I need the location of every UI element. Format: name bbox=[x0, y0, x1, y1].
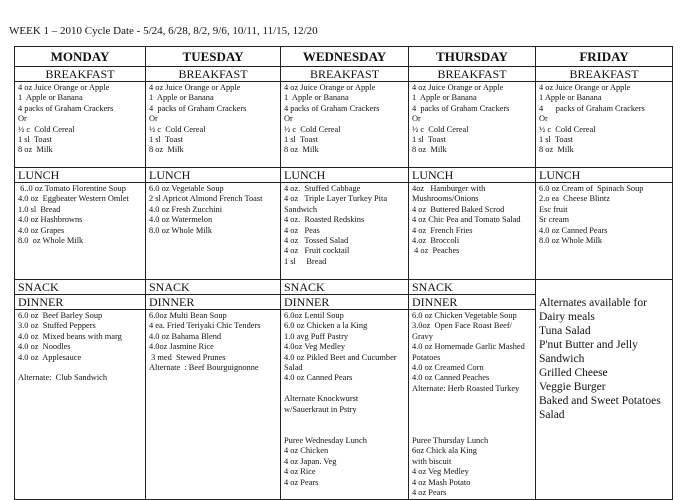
menu-item: 4 oz Pears bbox=[284, 477, 319, 487]
lunch-label: LUNCH bbox=[536, 168, 673, 183]
breakfast-label: BREAKFAST bbox=[146, 67, 281, 82]
menu-item: 1 sl Toast bbox=[284, 135, 318, 145]
menu-item: 1 Apple or Banana bbox=[149, 93, 214, 103]
menu-item: 6.0 oz Vegetable Soup bbox=[149, 184, 224, 193]
lunch-cell bbox=[536, 183, 673, 280]
menu-item: Salad bbox=[539, 409, 565, 421]
menu-item: 2 sl Apricot Almond French Toast bbox=[149, 194, 263, 204]
snack-label: SNACK bbox=[146, 280, 281, 295]
menu-item: 3.0 oz Stuffed Peppers bbox=[18, 321, 96, 331]
menu-item: ½ c Cold Cereal bbox=[18, 124, 75, 134]
dinner-cell bbox=[281, 310, 409, 500]
menu-item: 4 oz Chic Pea and Tomato Salad bbox=[412, 215, 521, 225]
menu-item: 6.0 oz Cream of Spinach Soup bbox=[539, 184, 644, 193]
menu-item: 4.0 oz Creamed Corn bbox=[412, 363, 484, 373]
menu-item: 1 Apple or Banana bbox=[539, 93, 602, 103]
day-header-thursday: THURSDAY bbox=[409, 47, 536, 67]
menu-item: 4.0oz Jasmine Rice bbox=[149, 342, 214, 352]
menu-item: 1 sl Toast bbox=[412, 135, 446, 145]
menu-item: ½ c Cold Cereal bbox=[539, 124, 596, 134]
dinner-cell bbox=[15, 310, 146, 500]
menu-item: 4 oz Mash Potato bbox=[412, 477, 471, 487]
menu-item: 4 packs of Graham Crackers bbox=[284, 103, 380, 113]
menu-item bbox=[412, 425, 532, 435]
lunch-cell bbox=[409, 183, 536, 280]
menu-item: Or bbox=[149, 114, 158, 124]
menu-item: 4.0oz Veg Medley bbox=[284, 342, 346, 352]
menu-item: Tuna Salad bbox=[539, 325, 591, 337]
menu-item: Or bbox=[412, 114, 421, 124]
breakfast-label: BREAKFAST bbox=[281, 67, 409, 82]
menu-item: 4 oz Japan. Veg bbox=[284, 456, 337, 466]
menu-item: Salad bbox=[284, 363, 303, 373]
menu-item: 6..0 oz Tomato Florentine Soup bbox=[18, 184, 126, 193]
menu-item: Sandwich bbox=[539, 353, 585, 365]
menu-item: 4 oz Triple Layer Turkey Pita bbox=[284, 194, 388, 204]
menu-item: 2.o ea Cheese Blintz bbox=[539, 194, 610, 204]
dinner-label: DINNER bbox=[281, 295, 409, 310]
menu-item: 4 oz Juice Orange or Apple bbox=[539, 83, 631, 92]
menu-item: 4.0 oz Homemade Garlic Mashed bbox=[412, 342, 525, 352]
menu-item: Mushrooms/Onions bbox=[412, 194, 479, 204]
menu-item: Baked and Sweet Potatoes bbox=[539, 395, 661, 407]
menu-item: with biscuit bbox=[412, 456, 452, 466]
menu-item: 4.0 oz Canned Peaches bbox=[412, 373, 490, 383]
menu-item: 8.0 oz Whole Milk bbox=[539, 236, 603, 246]
page-title: WEEK 1 – 2010 Cycle Date - 5/24, 6/28, 8/2, 9/6, 10/11, 11/15, 12/20 bbox=[9, 25, 318, 37]
menu-item: 4 oz Chicken bbox=[284, 446, 329, 456]
menu-item: 4.oz Broccoli bbox=[412, 236, 460, 246]
menu-item: Grilled Cheese bbox=[539, 367, 608, 379]
menu-item: Sr cream bbox=[539, 215, 569, 225]
menu-item: 4 oz Pears bbox=[412, 487, 447, 497]
lunch-label: LUNCH bbox=[281, 168, 409, 183]
breakfast-cell bbox=[15, 82, 146, 168]
menu-item: Puree Wednesday Lunch bbox=[284, 435, 367, 445]
breakfast-cell bbox=[409, 82, 536, 168]
menu-item: 6.0oz Multi Bean Soup bbox=[149, 311, 227, 320]
menu-item: 4.0 oz Noodles bbox=[18, 342, 71, 352]
snack-label: SNACK bbox=[409, 280, 536, 295]
menu-item: 4 oz Veg Medley bbox=[412, 467, 469, 477]
menu-item: 4 packs of Graham Crackers bbox=[539, 103, 645, 113]
menu-item: 4 oz Tossed Salad bbox=[284, 236, 349, 246]
friday-alternates-cell bbox=[536, 280, 673, 500]
menu-item: Alternate: Herb Roasted Turkey bbox=[412, 383, 520, 393]
menu-item: 8 oz Milk bbox=[149, 145, 184, 155]
menu-item: 4.0 oz Hashbrowns bbox=[18, 215, 83, 225]
menu-item: ½ c Cold Cereal bbox=[149, 124, 206, 134]
menu-item: 1 sl Toast bbox=[18, 135, 52, 145]
menu-item: Dairy meals bbox=[539, 311, 595, 323]
menu-item: 4.0 oz Grapes bbox=[18, 225, 65, 235]
menu-item: P'nut Butter and Jelly bbox=[539, 339, 638, 351]
menu-item: 4.0 oz Mixed beans with marg bbox=[18, 331, 122, 341]
menu-item: Or bbox=[539, 114, 548, 124]
menu-item: Puree Thursday Lunch bbox=[412, 435, 489, 445]
menu-item: 6.0 oz Chicken a la King bbox=[284, 321, 368, 331]
menu-item: 4 oz Buttered Baked Scrod bbox=[412, 204, 505, 214]
menu-item: 6oz Chick ala King bbox=[412, 446, 477, 456]
menu-item: 4 oz. Stuffed Cabbage bbox=[284, 184, 361, 193]
menu-item: Potatoes bbox=[412, 352, 441, 362]
menu-item: 1.0 sl Bread bbox=[18, 204, 61, 214]
menu-item: 4 oz. Roasted Redskins bbox=[284, 215, 365, 225]
menu-item: 4 oz Fruit cocktail bbox=[284, 246, 350, 256]
breakfast-cell bbox=[146, 82, 281, 168]
dinner-label: DINNER bbox=[15, 295, 146, 310]
menu-item: 1 Apple or Banana bbox=[284, 93, 349, 103]
day-header-friday: FRIDAY bbox=[536, 47, 673, 67]
menu-item: Alternate : Beef Bourguignonne bbox=[149, 363, 259, 373]
menu-item: 4.0 oz Watermelon bbox=[149, 215, 213, 225]
menu-item: 4 oz Rice bbox=[284, 467, 316, 477]
menu-item: 1 sl Toast bbox=[149, 135, 183, 145]
menu-item: Sandwich bbox=[284, 204, 318, 214]
menu-item: 8 oz Milk bbox=[18, 145, 53, 155]
menu-item: 4 ea. Fried Teriyaki Chic Tenders bbox=[149, 321, 261, 331]
day-header-monday: MONDAY bbox=[15, 47, 146, 67]
dinner-cell bbox=[409, 310, 536, 500]
snack-label: SNACK bbox=[15, 280, 146, 295]
lunch-label: LUNCH bbox=[146, 168, 281, 183]
menu-item: 6.0 oz Chicken Vegetable Soup bbox=[412, 311, 517, 320]
menu-item: 4 oz Juice Orange or Apple bbox=[18, 83, 110, 92]
day-header-wednesday: WEDNESDAY bbox=[281, 47, 409, 67]
lunch-cell bbox=[146, 183, 281, 280]
menu-item: 4.0 oz Eggbeater Western Omlet bbox=[18, 194, 129, 204]
menu-item bbox=[412, 405, 532, 415]
menu-item: 1.0 avg Puff Pastry bbox=[284, 331, 349, 341]
menu-item: Veggie Burger bbox=[539, 381, 606, 393]
menu-item: 4 packs of Graham Crackers bbox=[149, 103, 247, 113]
menu-item bbox=[412, 394, 532, 404]
lunch-cell bbox=[15, 183, 146, 280]
menu-item bbox=[284, 384, 405, 394]
menu-item: 1 sl Bread bbox=[284, 256, 327, 266]
menu-item: 4.0 oz Fresh Zucchini bbox=[149, 204, 223, 214]
menu-item bbox=[284, 425, 405, 435]
menu-item: 1 Apple or Banana bbox=[18, 93, 83, 103]
menu-item bbox=[18, 363, 142, 373]
menu-item: 4 packs of Graham Crackers bbox=[18, 103, 114, 113]
menu-item: 3 med Stewed Prunes bbox=[149, 352, 226, 362]
menu-item: 8 oz Milk bbox=[539, 145, 574, 155]
breakfast-label: BREAKFAST bbox=[15, 67, 146, 82]
menu-item: 4 oz Peaches bbox=[412, 246, 460, 256]
menu-item: Esc fruit bbox=[539, 204, 568, 214]
dinner-label: DINNER bbox=[409, 295, 536, 310]
lunch-cell bbox=[281, 183, 409, 280]
breakfast-cell bbox=[281, 82, 409, 168]
menu-item: 1 sl Toast bbox=[539, 135, 573, 145]
menu-item bbox=[412, 415, 532, 425]
menu-item: ½ c Cold Cereal bbox=[284, 124, 341, 134]
breakfast-label: BREAKFAST bbox=[536, 67, 673, 82]
menu-item: 8 oz Milk bbox=[412, 145, 447, 155]
menu-item: ½ c Cold Cereal bbox=[412, 124, 469, 134]
breakfast-cell bbox=[536, 82, 673, 168]
menu-item: 4.0 oz Pikled Beet and Cucumber bbox=[284, 352, 397, 362]
menu-item: 4 oz Juice Orange or Apple bbox=[412, 83, 504, 92]
menu-item: 4 oz Juice Orange or Apple bbox=[149, 83, 241, 92]
menu-item bbox=[284, 415, 405, 425]
menu-item: Gravy bbox=[412, 331, 433, 341]
menu-item: Alternate Knockwurst bbox=[284, 394, 359, 404]
dinner-cell bbox=[146, 310, 281, 500]
menu-item: 6.0oz Lentil Soup bbox=[284, 311, 344, 320]
menu-item: 6.0 oz Beef Barley Soup bbox=[18, 311, 103, 320]
menu-item: 8.0 oz Whole Milk bbox=[18, 236, 84, 246]
lunch-label: LUNCH bbox=[409, 168, 536, 183]
menu-item: 8 oz Milk bbox=[284, 145, 319, 155]
menu-item: Or bbox=[18, 114, 27, 124]
dinner-label: DINNER bbox=[146, 295, 281, 310]
menu-item: 3.0oz Open Face Roast Beef/ bbox=[412, 321, 513, 331]
menu-item: 4.0 oz Canned Pears bbox=[539, 225, 608, 235]
weekly-menu-table bbox=[14, 46, 673, 500]
menu-item: 4 oz French Fries bbox=[412, 225, 473, 235]
breakfast-label: BREAKFAST bbox=[409, 67, 536, 82]
day-header-tuesday: TUESDAY bbox=[146, 47, 281, 67]
menu-item: Alternates available for bbox=[539, 297, 647, 309]
menu-item: 8.0 oz Whole Milk bbox=[149, 225, 213, 235]
menu-item: 4 packs of Graham Crackers bbox=[412, 103, 510, 113]
snack-label: SNACK bbox=[281, 280, 409, 295]
menu-item: 1 Apple or Banana bbox=[412, 93, 477, 103]
menu-item: Alternate: Club Sandwich bbox=[18, 373, 108, 383]
menu-item: w/Sauerkraut in Pstry bbox=[284, 404, 357, 414]
menu-item: 4.0 oz Bahama Blend bbox=[149, 331, 222, 341]
menu-item: 4 oz Peas bbox=[284, 225, 320, 235]
menu-item: 4oz Hamburger with bbox=[412, 184, 486, 193]
menu-item: 4.0 oz Applesauce bbox=[18, 352, 82, 362]
menu-item: 4.0 oz Canned Pears bbox=[284, 373, 353, 383]
lunch-label: LUNCH bbox=[15, 168, 146, 183]
menu-item: Or bbox=[284, 114, 293, 124]
menu-item: 4 oz Juice Orange or Apple bbox=[284, 83, 376, 92]
